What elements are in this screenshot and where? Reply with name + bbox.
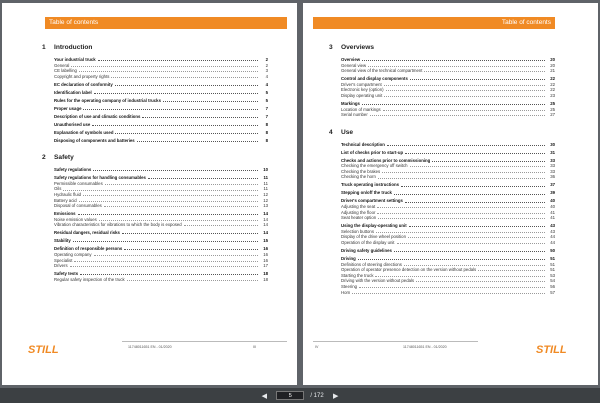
toc-entry-page: 53 xyxy=(550,272,555,278)
toc-entry-title: Explanation of symbols used xyxy=(54,129,114,135)
toc-entry-title: Disposing of components and batteries xyxy=(54,137,135,143)
dot-leader xyxy=(92,125,258,126)
dot-leader xyxy=(408,237,545,238)
dot-leader xyxy=(99,220,258,221)
toc-entry-page: 37 xyxy=(550,182,555,188)
toc-entry-title: Checking the brakes xyxy=(341,168,381,174)
toc-entry[interactable] xyxy=(42,122,268,128)
toc-entry-title: Selection buttons xyxy=(341,228,374,234)
toc-entry-page: 33 xyxy=(550,168,555,174)
still-logo xyxy=(28,342,64,356)
header-bar: Table of contents xyxy=(45,17,287,29)
toc-entry[interactable] xyxy=(329,215,555,221)
chapter-number: 4 xyxy=(329,128,333,136)
previous-page-button[interactable]: ◀ xyxy=(261,392,267,400)
toc-entry-page: 33 xyxy=(550,157,555,163)
dot-leader xyxy=(142,117,258,118)
toc-entry[interactable] xyxy=(329,240,555,246)
toc-entry-page: 3 xyxy=(265,68,268,74)
dot-leader xyxy=(378,218,545,219)
toc-entry[interactable] xyxy=(329,290,555,296)
toc-entry-title: EC declaration of conformity xyxy=(54,81,113,87)
toc-entry[interactable] xyxy=(42,138,268,144)
toc-entry-title: Identification label xyxy=(54,89,92,95)
dot-leader xyxy=(387,145,545,146)
toc-entry-page: 7 xyxy=(265,105,268,111)
dot-leader xyxy=(383,110,545,111)
toc-entry-title: Proper usage xyxy=(54,105,82,111)
table-of-contents xyxy=(329,43,555,295)
toc-entry-title: General xyxy=(54,62,70,68)
toc-entry-page: 40 xyxy=(550,204,555,210)
dot-leader xyxy=(404,265,545,266)
dot-leader xyxy=(405,202,545,203)
dot-leader xyxy=(163,101,258,102)
dot-leader xyxy=(378,178,545,179)
dot-leader xyxy=(80,274,258,275)
footer-page-number: IV xyxy=(315,345,319,349)
toc-entry[interactable] xyxy=(42,277,268,283)
toc-entry-page: 39 xyxy=(550,190,555,196)
dot-leader xyxy=(70,266,258,267)
toc-entry-page: 43 xyxy=(550,223,555,229)
chapter-title: Introduction xyxy=(54,44,93,51)
dot-leader xyxy=(74,261,258,262)
toc-entry-title: Display of the drive wheel position xyxy=(341,234,406,240)
dot-leader xyxy=(98,60,258,61)
toc-entry-page: 21 xyxy=(550,68,555,74)
toc-entry[interactable] xyxy=(42,167,268,173)
toc-entry-page: 20 xyxy=(550,57,555,62)
dot-leader xyxy=(94,255,259,256)
dot-leader xyxy=(382,172,545,173)
document-page-left xyxy=(2,3,297,385)
toc-entry-title: Operation of operator presence detection on the version without pedals xyxy=(341,267,477,273)
dot-leader xyxy=(384,96,545,97)
toc-entry-page: 30 xyxy=(550,141,555,147)
toc-entry[interactable] xyxy=(329,142,555,148)
toc-entry-page: 33 xyxy=(550,163,555,169)
toc-entry-page: 13 xyxy=(263,203,268,209)
chapter-title: Safety xyxy=(54,154,74,162)
toc-entry-page: 22 xyxy=(550,76,555,82)
toc-entry-title: Vibration characteristics for vibrations to which the body is exposed xyxy=(54,222,182,228)
toc-entry[interactable] xyxy=(329,182,555,188)
svg-text:STILL: STILL xyxy=(28,344,59,355)
toc-entry[interactable] xyxy=(42,74,268,80)
toc-entry-title: Driving with the version without pedals xyxy=(341,278,415,284)
toc-entry-page: 40 xyxy=(550,198,555,204)
dot-leader xyxy=(376,232,545,233)
toc-entry-title: Driver's compartment settings xyxy=(341,198,403,204)
toc-entry-page: 4 xyxy=(265,81,268,87)
dot-leader xyxy=(370,115,545,116)
toc-entry-page: 27 xyxy=(550,112,555,118)
toc-entry-title: Checking the emergency off switch xyxy=(341,163,408,169)
dot-leader xyxy=(405,153,545,154)
toc-entry-title: General view of the technical compartment xyxy=(341,68,423,74)
toc-entry-page: 14 xyxy=(263,211,268,217)
toc-entry-title: Overview xyxy=(341,57,361,62)
dot-leader xyxy=(111,77,258,78)
chapter-number: 2 xyxy=(42,154,46,162)
dot-leader xyxy=(397,243,545,244)
dot-leader xyxy=(73,241,258,242)
toc-entry[interactable] xyxy=(42,130,268,136)
toc-entry-page: 57 xyxy=(550,289,555,295)
dot-leader xyxy=(359,287,545,288)
toc-entry-title: Driver's compartment xyxy=(341,81,382,87)
dot-leader xyxy=(79,71,258,72)
toc-entry-title: Adjusting the floor xyxy=(341,209,376,215)
dot-leader xyxy=(377,213,545,214)
toc-entry-title: Driving xyxy=(341,255,356,261)
toc-entry-page: 23 xyxy=(550,92,555,98)
toc-entry-title: Safety tests xyxy=(54,271,79,277)
dot-leader xyxy=(104,206,258,207)
dot-leader xyxy=(401,186,545,187)
dot-leader xyxy=(79,201,258,202)
dot-leader xyxy=(394,251,545,252)
toc-entry-title: Location of markings xyxy=(341,106,381,112)
dot-leader xyxy=(478,270,545,271)
toc-entry-title: CE labelling xyxy=(54,68,77,74)
dot-leader xyxy=(94,93,258,94)
toc-entry[interactable] xyxy=(42,222,268,228)
dot-leader xyxy=(115,85,258,86)
dot-leader xyxy=(362,60,545,61)
toc-entry-page: 2 xyxy=(265,57,268,62)
toc-entry-page: 31 xyxy=(550,149,555,155)
toc-entry-page: 14 xyxy=(263,222,268,228)
footer-divider xyxy=(313,341,478,342)
footer-divider xyxy=(122,341,287,342)
toc-entry[interactable] xyxy=(42,98,268,104)
dot-leader xyxy=(115,133,258,134)
toc-entry-page: 56 xyxy=(550,283,555,289)
dot-leader xyxy=(358,259,545,260)
toc-entry-page: 51 xyxy=(550,261,555,267)
toc-entry-page: 11 xyxy=(263,175,268,181)
toc-entry-page: 10 xyxy=(263,167,268,173)
toc-entry[interactable] xyxy=(42,238,268,244)
chapter-title: Overviews xyxy=(341,44,374,51)
toc-entry-title: Stepping on/off the truck xyxy=(341,190,392,196)
toc-entry-title: Emissions xyxy=(54,211,76,217)
toc-entry-page: 11 xyxy=(263,186,268,192)
dot-leader xyxy=(78,214,259,215)
toc-entry-page: 41 xyxy=(550,215,555,221)
toc-entry-title: Disposal of consumables xyxy=(54,203,102,209)
toc-entry-title: Oils xyxy=(54,186,62,192)
chapter-number: 3 xyxy=(329,44,333,51)
toc-entry-page: 16 xyxy=(263,257,268,263)
toc-entry-page: 43 xyxy=(550,228,555,234)
dot-leader xyxy=(137,141,258,142)
page-total: / 172 xyxy=(310,392,324,399)
toc-entry[interactable] xyxy=(329,150,555,156)
toc-entry-page: 12 xyxy=(263,197,268,203)
dot-leader xyxy=(93,170,258,171)
toc-entry-title: Adjusting the seat xyxy=(341,204,376,210)
footer-page-number: III xyxy=(253,345,256,349)
toc-entry-title: Noise emission values xyxy=(54,216,97,222)
chapter-number: 1 xyxy=(42,44,46,51)
dot-leader xyxy=(375,276,545,277)
toc-entry-title: Starting the truck xyxy=(341,272,374,278)
toc-entry[interactable] xyxy=(329,112,555,118)
toc-entry-title: Safety regulations xyxy=(54,167,92,173)
toc-entry-title: General view xyxy=(341,62,367,68)
toc-entry-page: 14 xyxy=(263,230,268,236)
toc-entry-page: 51 xyxy=(550,255,555,261)
toc-entry-title: Hydraulic fluid xyxy=(54,192,81,198)
toc-entry-page: 22 xyxy=(550,81,555,87)
toc-entry-page: 16 xyxy=(263,251,268,257)
toc-entry-title: Electronic key (option) xyxy=(341,87,384,93)
toc-entry-title: Regular safety inspection of the truck xyxy=(54,276,125,282)
dot-leader xyxy=(410,79,545,80)
chapter-heading[interactable] xyxy=(42,153,268,162)
toc-entry-title: Display operating unit xyxy=(341,92,383,98)
toc-entry-title: Seat heater option xyxy=(341,215,377,221)
dot-leader xyxy=(432,161,545,162)
toc-entry-title: Control and display components xyxy=(341,76,408,82)
still-logo-icon xyxy=(28,343,64,355)
header-bar: Table of contents xyxy=(313,17,555,29)
toc-entry-title: Technical description xyxy=(341,141,385,147)
toc-entry-title: Truck operating instructions xyxy=(341,182,400,188)
toc-entry-page: 25 xyxy=(550,106,555,112)
toc-entry-page: 8 xyxy=(265,129,268,135)
toc-entry-page: 5 xyxy=(265,89,268,95)
document-page-right xyxy=(303,3,598,385)
toc-entry-page: 22 xyxy=(550,87,555,93)
toc-entry-page: 8 xyxy=(265,137,268,143)
toc-entry-page: 4 xyxy=(265,73,268,79)
dot-leader xyxy=(424,71,545,72)
dot-leader xyxy=(127,280,258,281)
dot-leader xyxy=(71,66,258,67)
toc-entry-title: Rules for the operating company of industrial trucks xyxy=(54,97,161,103)
toc-entry[interactable] xyxy=(329,68,555,74)
dot-leader xyxy=(416,281,545,282)
toc-entry-page: 50 xyxy=(550,247,555,253)
dot-leader xyxy=(352,293,545,294)
toc-entry-page: 8 xyxy=(265,121,268,127)
toc-entry-page: 2 xyxy=(265,62,268,68)
toc-entry-title: Driving safety guidelines xyxy=(341,247,392,253)
toc-entry-title: Checking the horn xyxy=(341,174,376,180)
footer-doc-number: 11748011651 EN - 01/2020 xyxy=(403,345,447,349)
toc-entry-title: Residual dangers, residual risks xyxy=(54,230,120,236)
toc-entry-title: Specialist xyxy=(54,257,73,263)
toc-entry[interactable] xyxy=(42,203,268,209)
chapter-title: Use xyxy=(341,128,354,136)
toc-entry-page: 44 xyxy=(550,234,555,240)
toc-entry[interactable] xyxy=(329,190,555,196)
toc-entry-title: Description of use and climatic conditions xyxy=(54,113,141,119)
toc-entry-page: 12 xyxy=(263,192,268,198)
toc-entry[interactable] xyxy=(329,248,555,254)
toc-entry-page: 14 xyxy=(263,216,268,222)
dot-leader xyxy=(394,194,545,195)
dot-leader xyxy=(377,207,545,208)
toc-entry-page: 7 xyxy=(265,113,268,119)
dot-leader xyxy=(409,226,545,227)
dot-leader xyxy=(83,109,258,110)
dot-leader xyxy=(362,104,545,105)
dot-leader xyxy=(105,184,258,185)
toc-entry-page: 20 xyxy=(550,62,555,68)
dot-leader xyxy=(384,85,545,86)
toc-entry-page: 36 xyxy=(550,174,555,180)
toc-entry-title: Operation of the display unit xyxy=(341,239,395,245)
toc-entry-page: 25 xyxy=(550,100,555,106)
toc-entry[interactable] xyxy=(329,93,555,99)
toc-entry-title: Drivers xyxy=(54,263,68,269)
toc-entry[interactable] xyxy=(42,90,268,96)
toc-entry-title: Safety regulations for handling consumables xyxy=(54,175,146,181)
footer-doc-number: 11748011651 EN - 01/2020 xyxy=(128,345,172,349)
toc-entry[interactable] xyxy=(42,263,268,269)
toc-entry-title: Definition of responsible persons xyxy=(54,246,123,252)
dot-leader xyxy=(124,249,258,250)
toc-entry-page: 44 xyxy=(550,239,555,245)
toc-entry-title: List of checks prior to start-up xyxy=(341,149,404,155)
toc-entry-title: Your industrial truck xyxy=(54,57,96,62)
toc-entry-page: 51 xyxy=(550,267,555,273)
page-number-input[interactable] xyxy=(276,391,304,400)
toc-entry[interactable] xyxy=(42,82,268,88)
toc-entry[interactable] xyxy=(329,174,555,180)
chapter-heading[interactable] xyxy=(42,43,268,52)
dot-leader xyxy=(410,166,545,167)
toc-entry-page: 18 xyxy=(263,271,268,277)
dot-leader xyxy=(83,195,258,196)
toc-entry-page: 17 xyxy=(263,263,268,269)
toc-entry-title: Copyright and property rights xyxy=(54,73,110,79)
viewer-toolbar xyxy=(0,388,600,403)
next-page-button[interactable]: ▶ xyxy=(332,392,339,400)
toc-entry-title: Stability xyxy=(54,238,71,244)
toc-entry-title: Definitions of steering directions xyxy=(341,261,402,267)
dot-leader xyxy=(368,66,545,67)
toc-entry-title: Horn xyxy=(341,289,351,295)
toc-entry[interactable] xyxy=(42,230,268,236)
toc-entry-page: 15 xyxy=(263,238,268,244)
toc-entry-page: 18 xyxy=(263,276,268,282)
toc-entry-page: 16 xyxy=(263,246,268,252)
toc-entry-title: Operating company xyxy=(54,251,92,257)
dot-leader xyxy=(184,225,258,226)
toc-entry-page: 41 xyxy=(550,209,555,215)
chapter-heading[interactable] xyxy=(329,128,555,137)
still-logo-icon xyxy=(536,343,572,355)
svg-text:STILL: STILL xyxy=(536,344,567,355)
dot-leader xyxy=(148,178,258,179)
toc-entry-title: Battery acid xyxy=(54,197,77,203)
toc-entry-page: 54 xyxy=(550,278,555,284)
chapter-heading[interactable] xyxy=(329,43,555,52)
toc-entry-title: Steering xyxy=(341,283,358,289)
dot-leader xyxy=(122,233,258,234)
toc-entry-page: 5 xyxy=(265,97,268,103)
toc-entry-title: Markings xyxy=(341,100,360,106)
toc-entry[interactable] xyxy=(42,106,268,112)
toc-entry-page: 11 xyxy=(263,180,268,186)
toc-entry-title: Checks and actions prior to commissioning xyxy=(341,157,431,163)
toc-entry-title: Serial number xyxy=(341,112,368,118)
toc-entry-title: Permissible consumables xyxy=(54,180,103,186)
toc-entry-title: Unauthorised use xyxy=(54,121,91,127)
still-logo xyxy=(536,342,572,356)
toc-entry[interactable] xyxy=(42,114,268,120)
dot-leader xyxy=(386,90,545,91)
toc-entry-title: Using the display-operating unit xyxy=(341,223,407,229)
table-of-contents xyxy=(42,43,268,282)
dot-leader xyxy=(63,190,258,191)
